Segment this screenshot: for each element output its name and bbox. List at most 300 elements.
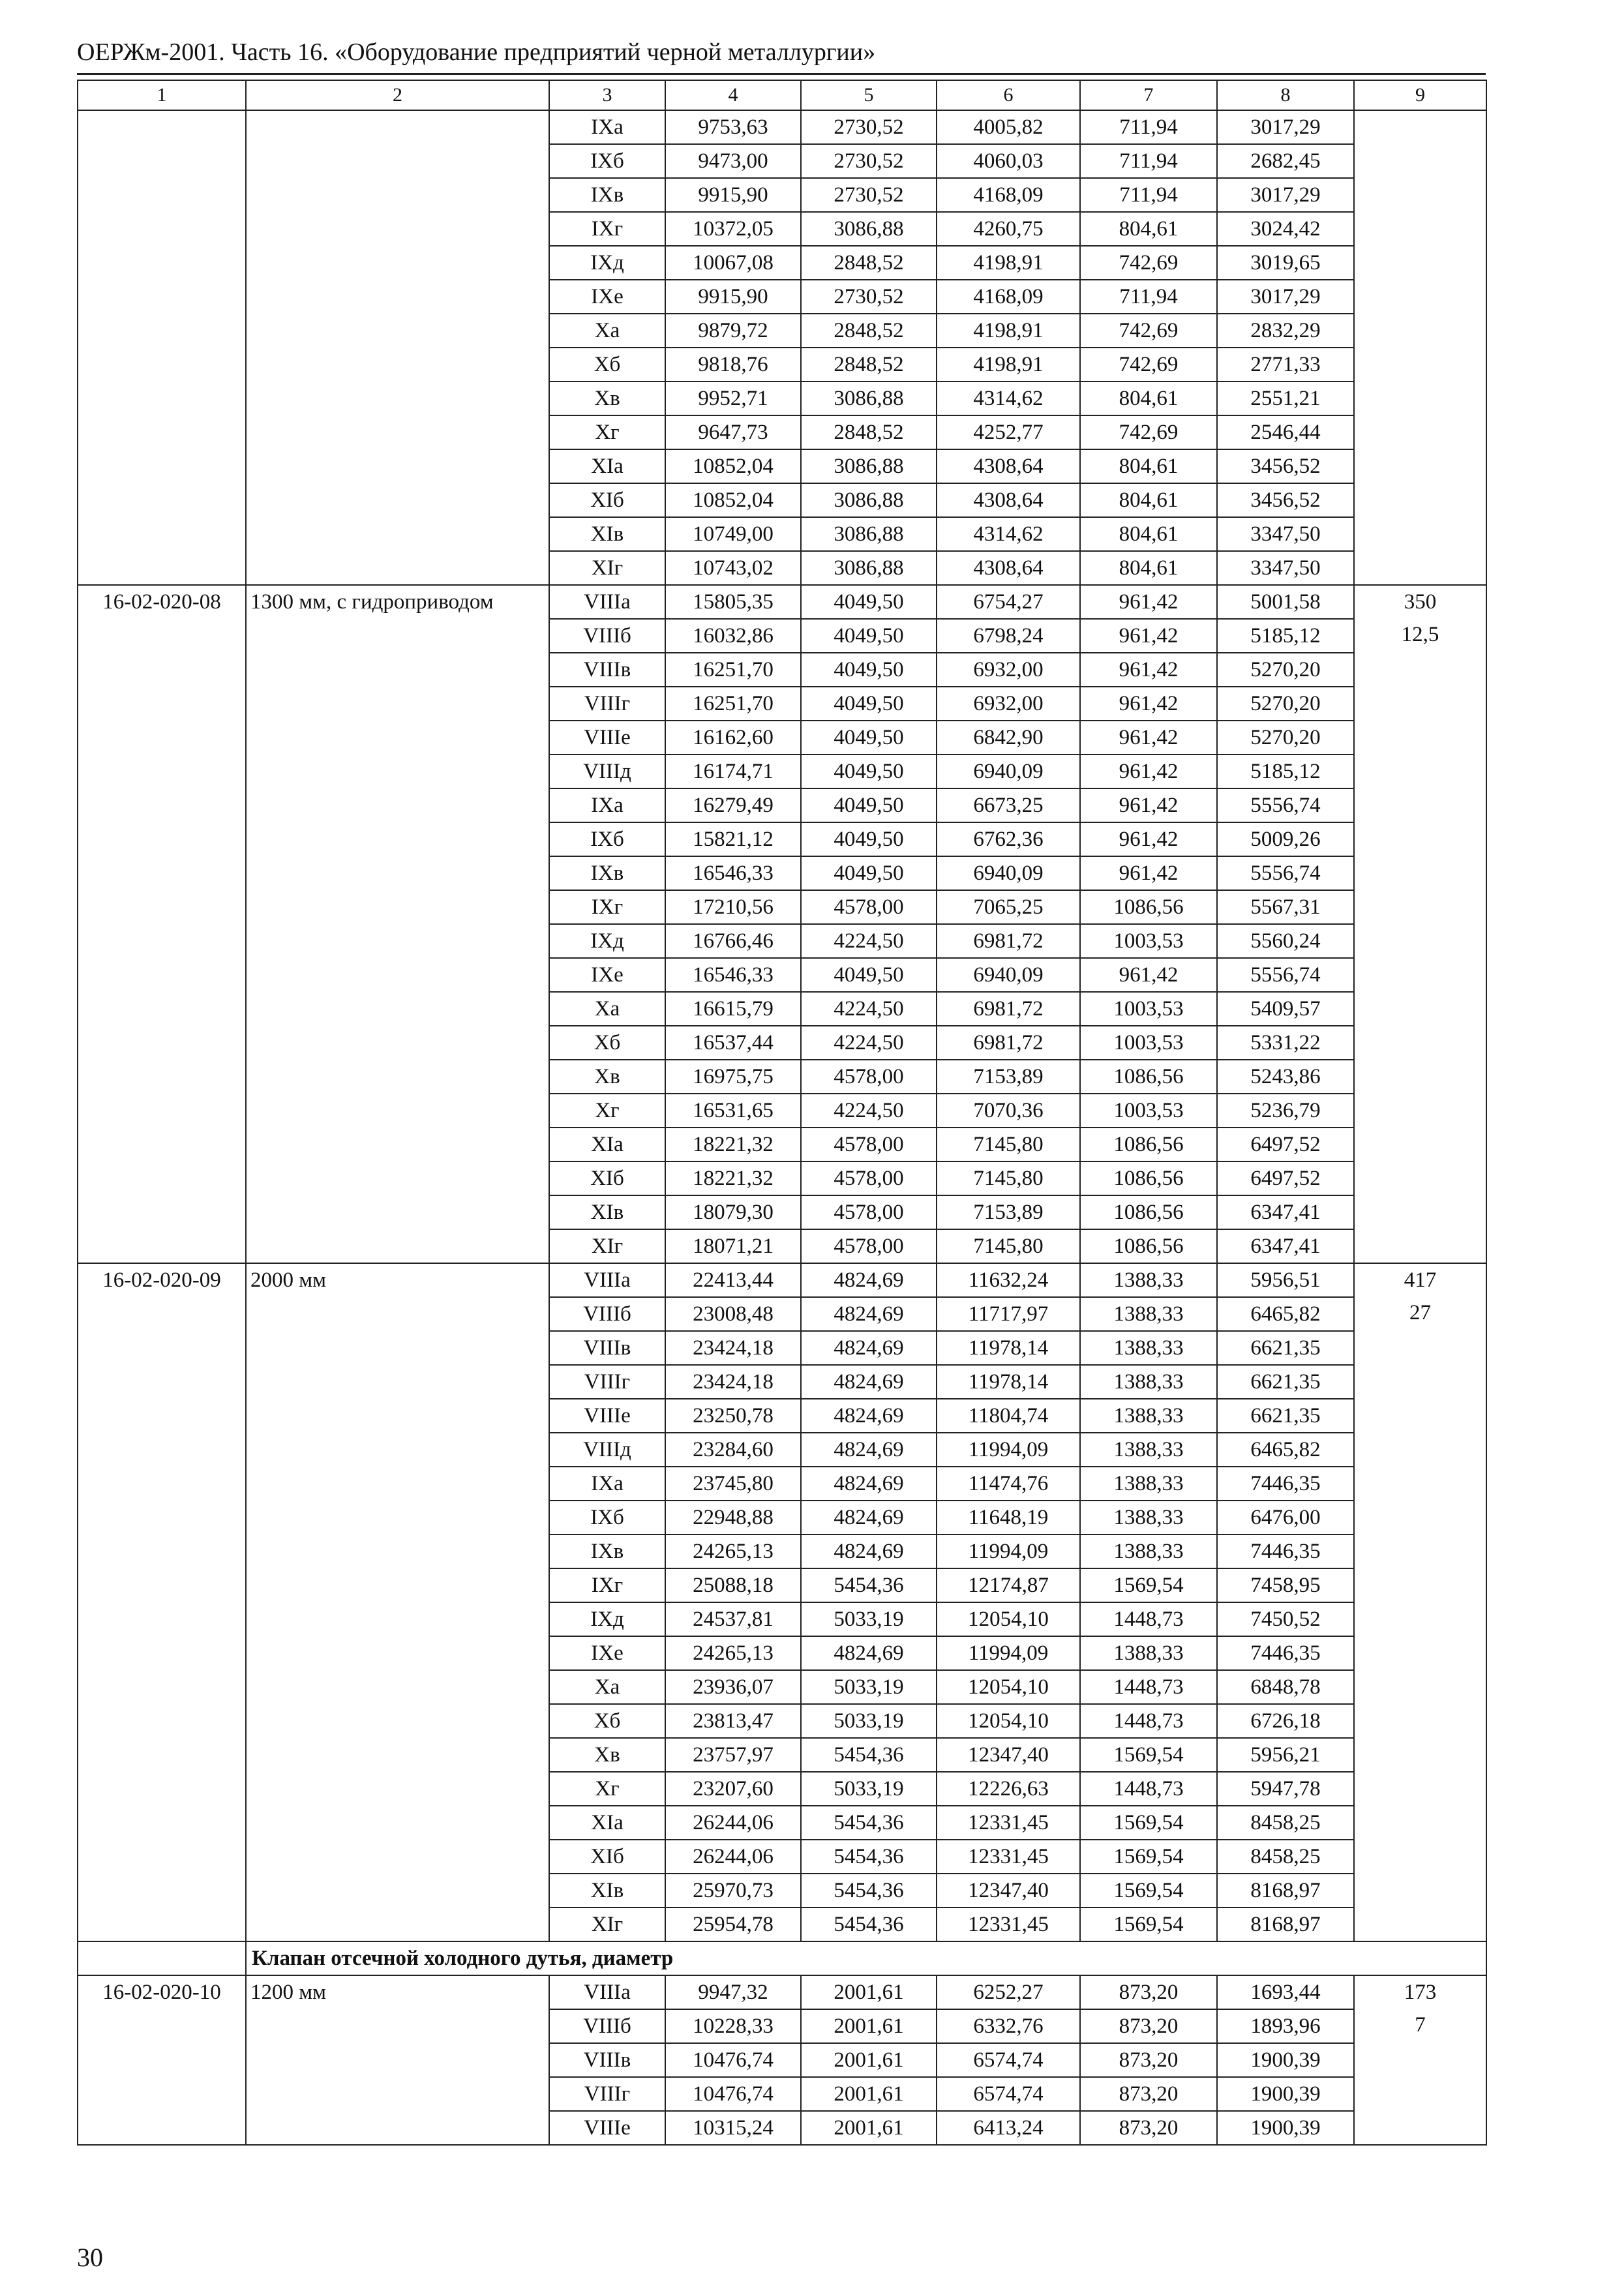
value-cell: 5009,26 — [1217, 822, 1354, 856]
value-cell: 961,42 — [1080, 585, 1217, 619]
value-cell: 2832,29 — [1217, 314, 1354, 348]
section-row — [78, 1941, 1486, 1975]
zone-cell: IXг — [549, 1568, 665, 1602]
value-cell: 6842,90 — [937, 721, 1080, 755]
zone-cell: VIIIг — [549, 1365, 665, 1399]
value-cell: 15805,35 — [665, 585, 801, 619]
column-number: 5 — [801, 80, 937, 110]
zone-cell: XIв — [549, 1874, 665, 1908]
value-cell: 1388,33 — [1080, 1534, 1217, 1568]
value-cell: 742,69 — [1080, 415, 1217, 449]
value-cell: 4168,09 — [937, 178, 1080, 212]
value-cell: 4060,03 — [937, 144, 1080, 178]
value-cell: 5454,36 — [801, 1568, 937, 1602]
value-cell: 8168,97 — [1217, 1908, 1354, 1941]
zone-cell: IXа — [549, 788, 665, 822]
value-cell: 24265,13 — [665, 1636, 801, 1670]
section-title: Клапан отсечной холодного дутья, диаметр — [246, 1941, 1486, 1975]
zone-cell: Xг — [549, 1094, 665, 1128]
value-cell: 1448,73 — [1080, 1602, 1217, 1636]
value-cell: 4198,91 — [937, 246, 1080, 280]
value-cell: 1086,56 — [1080, 1128, 1217, 1161]
value-cell: 4224,50 — [801, 992, 937, 1026]
value-cell: 26244,06 — [665, 1840, 801, 1874]
value-cell: 4049,50 — [801, 721, 937, 755]
value-cell: 16162,60 — [665, 721, 801, 755]
value-cell: 2730,52 — [801, 110, 937, 144]
zone-cell: Xа — [549, 992, 665, 1026]
value-cell: 2730,52 — [801, 144, 937, 178]
value-cell: 742,69 — [1080, 246, 1217, 280]
value-cell: 4824,69 — [801, 1365, 937, 1399]
value-cell: 1388,33 — [1080, 1331, 1217, 1365]
value-cell: 873,20 — [1080, 2009, 1217, 2043]
value-cell: 16546,33 — [665, 856, 801, 890]
value-cell: 5454,36 — [801, 1874, 937, 1908]
value-cell: 4308,64 — [937, 449, 1080, 483]
zone-cell: IXв — [549, 1534, 665, 1568]
value-cell: 4314,62 — [937, 382, 1080, 415]
value-cell: 1448,73 — [1080, 1704, 1217, 1738]
value-cell: 711,94 — [1080, 144, 1217, 178]
value-cell: 22948,88 — [665, 1501, 801, 1534]
value-cell: 9915,90 — [665, 178, 801, 212]
value-cell: 22413,44 — [665, 1263, 801, 1297]
value-cell: 2771,33 — [1217, 348, 1354, 382]
zone-cell: IXе — [549, 1636, 665, 1670]
value-cell: 24265,13 — [665, 1534, 801, 1568]
value-cell: 12054,10 — [937, 1602, 1080, 1636]
value-cell: 6465,82 — [1217, 1297, 1354, 1331]
value-cell: 4308,64 — [937, 483, 1080, 517]
zone-cell: Xб — [549, 348, 665, 382]
zone-cell: VIIIб — [549, 1297, 665, 1331]
value-cell: 5033,19 — [801, 1670, 937, 1704]
value-cell: 2730,52 — [801, 178, 937, 212]
value-cell: 9647,73 — [665, 415, 801, 449]
value-cell: 23008,48 — [665, 1297, 801, 1331]
value-cell: 12331,45 — [937, 1840, 1080, 1874]
column9-cell — [1354, 110, 1486, 585]
zone-cell: IXг — [549, 890, 665, 924]
zone-cell: XIа — [549, 1806, 665, 1840]
value-cell: 4308,64 — [937, 551, 1080, 585]
value-cell: 8168,97 — [1217, 1874, 1354, 1908]
value-cell: 5185,12 — [1217, 755, 1354, 788]
value-cell: 3086,88 — [801, 382, 937, 415]
value-cell: 3017,29 — [1217, 110, 1354, 144]
column-number: 4 — [665, 80, 801, 110]
value-cell: 1569,54 — [1080, 1908, 1217, 1941]
value-cell: 9818,76 — [665, 348, 801, 382]
value-cell: 11994,09 — [937, 1636, 1080, 1670]
value-cell: 4824,69 — [801, 1467, 937, 1501]
value-cell: 6940,09 — [937, 755, 1080, 788]
value-cell: 26244,06 — [665, 1806, 801, 1840]
value-cell: 742,69 — [1080, 314, 1217, 348]
zone-cell: IXд — [549, 924, 665, 958]
value-cell: 16251,70 — [665, 687, 801, 721]
zone-cell: Xв — [549, 382, 665, 415]
value-cell: 4824,69 — [801, 1331, 937, 1365]
zone-cell: IXд — [549, 1602, 665, 1636]
value-cell: 804,61 — [1080, 212, 1217, 246]
value-cell: 4824,69 — [801, 1636, 937, 1670]
value-cell: 4824,69 — [801, 1433, 937, 1467]
value-cell: 11632,24 — [937, 1263, 1080, 1297]
zone-cell: IXв — [549, 856, 665, 890]
value-cell: 23936,07 — [665, 1670, 801, 1704]
value-cell: 2546,44 — [1217, 415, 1354, 449]
zone-cell: Xв — [549, 1738, 665, 1772]
value-cell: 4824,69 — [801, 1297, 937, 1331]
value-cell: 9952,71 — [665, 382, 801, 415]
value-cell: 804,61 — [1080, 449, 1217, 483]
zone-cell: XIг — [549, 1908, 665, 1941]
value-cell: 3086,88 — [801, 551, 937, 585]
value-cell: 17210,56 — [665, 890, 801, 924]
value-cell: 4252,77 — [937, 415, 1080, 449]
value-cell: 6940,09 — [937, 958, 1080, 992]
value-cell: 961,42 — [1080, 721, 1217, 755]
value-cell: 23424,18 — [665, 1365, 801, 1399]
header-divider — [77, 73, 1486, 75]
value-cell: 16251,70 — [665, 653, 801, 687]
value-cell: 4578,00 — [801, 1229, 937, 1263]
value-cell: 5556,74 — [1217, 856, 1354, 890]
value-cell: 11978,14 — [937, 1331, 1080, 1365]
value-cell: 5236,79 — [1217, 1094, 1354, 1128]
table-row — [78, 110, 1486, 144]
value-cell: 4224,50 — [801, 1026, 937, 1060]
value-cell: 873,20 — [1080, 2043, 1217, 2077]
value-cell: 7153,89 — [937, 1195, 1080, 1229]
value-cell: 4049,50 — [801, 822, 937, 856]
column-number: 6 — [937, 80, 1080, 110]
value-cell: 4049,50 — [801, 585, 937, 619]
column-number: 1 — [78, 80, 246, 110]
value-cell: 6497,52 — [1217, 1128, 1354, 1161]
value-cell: 4224,50 — [801, 1094, 937, 1128]
value-cell: 11717,97 — [937, 1297, 1080, 1331]
value-cell: 7145,80 — [937, 1161, 1080, 1195]
value-cell: 6932,00 — [937, 687, 1080, 721]
value-cell: 5270,20 — [1217, 687, 1354, 721]
value-cell: 961,42 — [1080, 687, 1217, 721]
value-cell: 711,94 — [1080, 110, 1217, 144]
zone-cell: VIIIв — [549, 2043, 665, 2077]
item-description-cell: 1200 мм — [246, 1975, 549, 2145]
value-cell: 6347,41 — [1217, 1229, 1354, 1263]
value-cell: 6252,27 — [937, 1975, 1080, 2009]
item-code-cell: 16-02-020-09 — [78, 1263, 246, 1941]
value-cell: 24537,81 — [665, 1602, 801, 1636]
value-cell: 4049,50 — [801, 687, 937, 721]
zone-cell: XIб — [549, 1840, 665, 1874]
value-cell: 2848,52 — [801, 246, 937, 280]
value-cell: 12347,40 — [937, 1874, 1080, 1908]
value-cell: 25088,18 — [665, 1568, 801, 1602]
value-cell: 6848,78 — [1217, 1670, 1354, 1704]
value-cell: 6497,52 — [1217, 1161, 1354, 1195]
value-cell: 11474,76 — [937, 1467, 1080, 1501]
value-cell: 7070,36 — [937, 1094, 1080, 1128]
page-number: 30 — [77, 2243, 103, 2272]
value-cell: 9753,63 — [665, 110, 801, 144]
item-code-cell: 16-02-020-10 — [78, 1975, 246, 2145]
value-cell: 1388,33 — [1080, 1501, 1217, 1534]
value-cell: 5243,86 — [1217, 1060, 1354, 1094]
value-cell: 4824,69 — [801, 1501, 937, 1534]
value-cell: 4578,00 — [801, 1060, 937, 1094]
value-cell: 11804,74 — [937, 1399, 1080, 1433]
item-description-cell — [246, 110, 549, 585]
value-cell: 16546,33 — [665, 958, 801, 992]
value-cell: 10476,74 — [665, 2077, 801, 2111]
value-cell: 6726,18 — [1217, 1704, 1354, 1738]
value-cell: 1388,33 — [1080, 1433, 1217, 1467]
value-cell: 6981,72 — [937, 992, 1080, 1026]
value-cell: 2001,61 — [801, 2043, 937, 2077]
value-cell: 961,42 — [1080, 856, 1217, 890]
value-cell: 873,20 — [1080, 2111, 1217, 2145]
zone-cell: IXг — [549, 212, 665, 246]
value-cell: 10852,04 — [665, 483, 801, 517]
value-cell: 15821,12 — [665, 822, 801, 856]
value-cell: 6347,41 — [1217, 1195, 1354, 1229]
value-cell: 4824,69 — [801, 1399, 937, 1433]
value-cell: 5033,19 — [801, 1602, 937, 1636]
zone-cell: IXе — [549, 958, 665, 992]
value-cell: 1569,54 — [1080, 1738, 1217, 1772]
column9-value: 350 — [1404, 590, 1437, 614]
value-cell: 5956,21 — [1217, 1738, 1354, 1772]
value-cell: 5454,36 — [801, 1738, 937, 1772]
value-cell: 3347,50 — [1217, 517, 1354, 551]
value-cell: 2848,52 — [801, 314, 937, 348]
value-cell: 10749,00 — [665, 517, 801, 551]
zone-cell: VIIIв — [549, 653, 665, 687]
value-cell: 4224,50 — [801, 924, 937, 958]
value-cell: 18221,32 — [665, 1128, 801, 1161]
value-cell: 25954,78 — [665, 1908, 801, 1941]
value-cell: 12331,45 — [937, 1806, 1080, 1840]
value-cell: 3086,88 — [801, 212, 937, 246]
value-cell: 6574,74 — [937, 2077, 1080, 2111]
value-cell: 9473,00 — [665, 144, 801, 178]
value-cell: 1086,56 — [1080, 1195, 1217, 1229]
value-cell: 5556,74 — [1217, 788, 1354, 822]
item-description-cell: 2000 мм — [246, 1263, 549, 1941]
zone-cell: VIIIг — [549, 2077, 665, 2111]
value-cell: 2001,61 — [801, 2111, 937, 2145]
value-cell: 5454,36 — [801, 1908, 937, 1941]
value-cell: 10743,02 — [665, 551, 801, 585]
zone-cell: VIIIд — [549, 1433, 665, 1467]
value-cell: 961,42 — [1080, 958, 1217, 992]
value-cell: 3086,88 — [801, 483, 937, 517]
value-cell: 23284,60 — [665, 1433, 801, 1467]
column-number-row — [78, 80, 1486, 110]
value-cell: 6940,09 — [937, 856, 1080, 890]
value-cell: 1388,33 — [1080, 1399, 1217, 1433]
value-cell: 10228,33 — [665, 2009, 801, 2043]
value-cell: 4049,50 — [801, 653, 937, 687]
value-cell: 6673,25 — [937, 788, 1080, 822]
value-cell: 11648,19 — [937, 1501, 1080, 1534]
value-cell: 6981,72 — [937, 1026, 1080, 1060]
value-cell: 1388,33 — [1080, 1365, 1217, 1399]
item-description-cell: 1300 мм, с гидроприводом — [246, 585, 549, 1263]
value-cell: 3017,29 — [1217, 178, 1354, 212]
zone-cell: XIб — [549, 483, 665, 517]
zone-cell: VIIIе — [549, 2111, 665, 2145]
zone-cell: Xг — [549, 415, 665, 449]
value-cell: 2001,61 — [801, 2077, 937, 2111]
value-cell: 1086,56 — [1080, 890, 1217, 924]
value-cell: 6621,35 — [1217, 1365, 1354, 1399]
column9-value: 417 — [1404, 1268, 1437, 1292]
value-cell: 1086,56 — [1080, 1060, 1217, 1094]
value-cell: 6332,76 — [937, 2009, 1080, 2043]
zone-cell: XIв — [549, 517, 665, 551]
value-cell: 16766,46 — [665, 924, 801, 958]
value-cell: 16279,49 — [665, 788, 801, 822]
value-cell: 4049,50 — [801, 619, 937, 653]
value-cell: 4198,91 — [937, 348, 1080, 382]
value-cell: 4049,50 — [801, 755, 937, 788]
value-cell: 6754,27 — [937, 585, 1080, 619]
value-cell: 4578,00 — [801, 1128, 937, 1161]
value-cell: 804,61 — [1080, 551, 1217, 585]
zone-cell: VIIIб — [549, 2009, 665, 2043]
value-cell: 3024,42 — [1217, 212, 1354, 246]
value-cell: 961,42 — [1080, 755, 1217, 788]
column-number: 2 — [246, 80, 549, 110]
value-cell: 10476,74 — [665, 2043, 801, 2077]
zone-cell: XIв — [549, 1195, 665, 1229]
column9-value: 173 — [1404, 1981, 1437, 2004]
value-cell: 9947,32 — [665, 1975, 801, 2009]
column9-cell — [1354, 585, 1486, 1263]
value-cell: 5409,57 — [1217, 992, 1354, 1026]
value-cell: 1003,53 — [1080, 1026, 1217, 1060]
value-cell: 6476,00 — [1217, 1501, 1354, 1534]
section-spacer — [78, 1941, 246, 1975]
value-cell: 1448,73 — [1080, 1670, 1217, 1704]
value-cell: 6932,00 — [937, 653, 1080, 687]
value-cell: 804,61 — [1080, 517, 1217, 551]
value-cell: 2551,21 — [1217, 382, 1354, 415]
zone-cell: IXе — [549, 280, 665, 314]
zone-cell: Xб — [549, 1704, 665, 1738]
value-cell: 804,61 — [1080, 382, 1217, 415]
zone-cell: VIIIа — [549, 585, 665, 619]
column9-cell — [1354, 1975, 1486, 2145]
value-cell: 4049,50 — [801, 856, 937, 890]
value-cell: 1569,54 — [1080, 1840, 1217, 1874]
value-cell: 5454,36 — [801, 1840, 937, 1874]
column9-cell — [1354, 1263, 1486, 1941]
value-cell: 4198,91 — [937, 314, 1080, 348]
zone-cell: Xг — [549, 1772, 665, 1806]
value-cell: 8458,25 — [1217, 1840, 1354, 1874]
value-cell: 7458,95 — [1217, 1568, 1354, 1602]
value-cell: 11978,14 — [937, 1365, 1080, 1399]
zone-cell: VIIIв — [549, 1331, 665, 1365]
value-cell: 5560,24 — [1217, 924, 1354, 958]
value-cell: 4824,69 — [801, 1534, 937, 1568]
value-cell: 9915,90 — [665, 280, 801, 314]
value-cell: 1086,56 — [1080, 1161, 1217, 1195]
value-cell: 4578,00 — [801, 1161, 937, 1195]
value-cell: 1003,53 — [1080, 992, 1217, 1026]
zone-cell: IXв — [549, 178, 665, 212]
value-cell: 1086,56 — [1080, 1229, 1217, 1263]
value-cell: 4578,00 — [801, 890, 937, 924]
column9-value: 27 — [1409, 1301, 1431, 1324]
item-code-cell: 16-02-020-08 — [78, 585, 246, 1263]
zone-cell: IXб — [549, 822, 665, 856]
value-cell: 1569,54 — [1080, 1568, 1217, 1602]
value-cell: 7446,35 — [1217, 1636, 1354, 1670]
value-cell: 7446,35 — [1217, 1534, 1354, 1568]
value-cell: 6574,74 — [937, 2043, 1080, 2077]
value-cell: 10315,24 — [665, 2111, 801, 2145]
value-cell: 23250,78 — [665, 1399, 801, 1433]
value-cell: 5956,51 — [1217, 1263, 1354, 1297]
value-cell: 4260,75 — [937, 212, 1080, 246]
zone-cell: VIIIа — [549, 1263, 665, 1297]
page-header: ОЕРЖм-2001. Часть 16. «Оборудование предприятий черной металлургии» — [77, 38, 876, 66]
value-cell: 873,20 — [1080, 1975, 1217, 2009]
value-cell: 742,69 — [1080, 348, 1217, 382]
zone-cell: VIIIе — [549, 1399, 665, 1433]
zone-cell: Xа — [549, 1670, 665, 1704]
zone-cell: VIIIд — [549, 755, 665, 788]
zone-cell: XIг — [549, 1229, 665, 1263]
value-cell: 3086,88 — [801, 449, 937, 483]
value-cell: 961,42 — [1080, 619, 1217, 653]
value-cell: 1900,39 — [1217, 2111, 1354, 2145]
value-cell: 4005,82 — [937, 110, 1080, 144]
value-cell: 16032,86 — [665, 619, 801, 653]
value-cell: 5270,20 — [1217, 721, 1354, 755]
value-cell: 1893,96 — [1217, 2009, 1354, 2043]
value-cell: 16174,71 — [665, 755, 801, 788]
zone-cell: IXд — [549, 246, 665, 280]
value-cell: 12226,63 — [937, 1772, 1080, 1806]
value-cell: 5331,22 — [1217, 1026, 1354, 1060]
value-cell: 10852,04 — [665, 449, 801, 483]
value-cell: 12054,10 — [937, 1704, 1080, 1738]
value-cell: 7446,35 — [1217, 1467, 1354, 1501]
table-row — [78, 585, 1486, 619]
value-cell: 16615,79 — [665, 992, 801, 1026]
value-cell: 10067,08 — [665, 246, 801, 280]
zone-cell: Xв — [549, 1060, 665, 1094]
value-cell: 2848,52 — [801, 348, 937, 382]
value-cell: 2001,61 — [801, 1975, 937, 2009]
zone-cell: VIIIе — [549, 721, 665, 755]
column9-value: 12,5 — [1401, 623, 1439, 646]
value-cell: 6798,24 — [937, 619, 1080, 653]
value-cell: 3017,29 — [1217, 280, 1354, 314]
value-cell: 16537,44 — [665, 1026, 801, 1060]
column-number: 8 — [1217, 80, 1354, 110]
value-cell: 23745,80 — [665, 1467, 801, 1501]
value-cell: 711,94 — [1080, 280, 1217, 314]
